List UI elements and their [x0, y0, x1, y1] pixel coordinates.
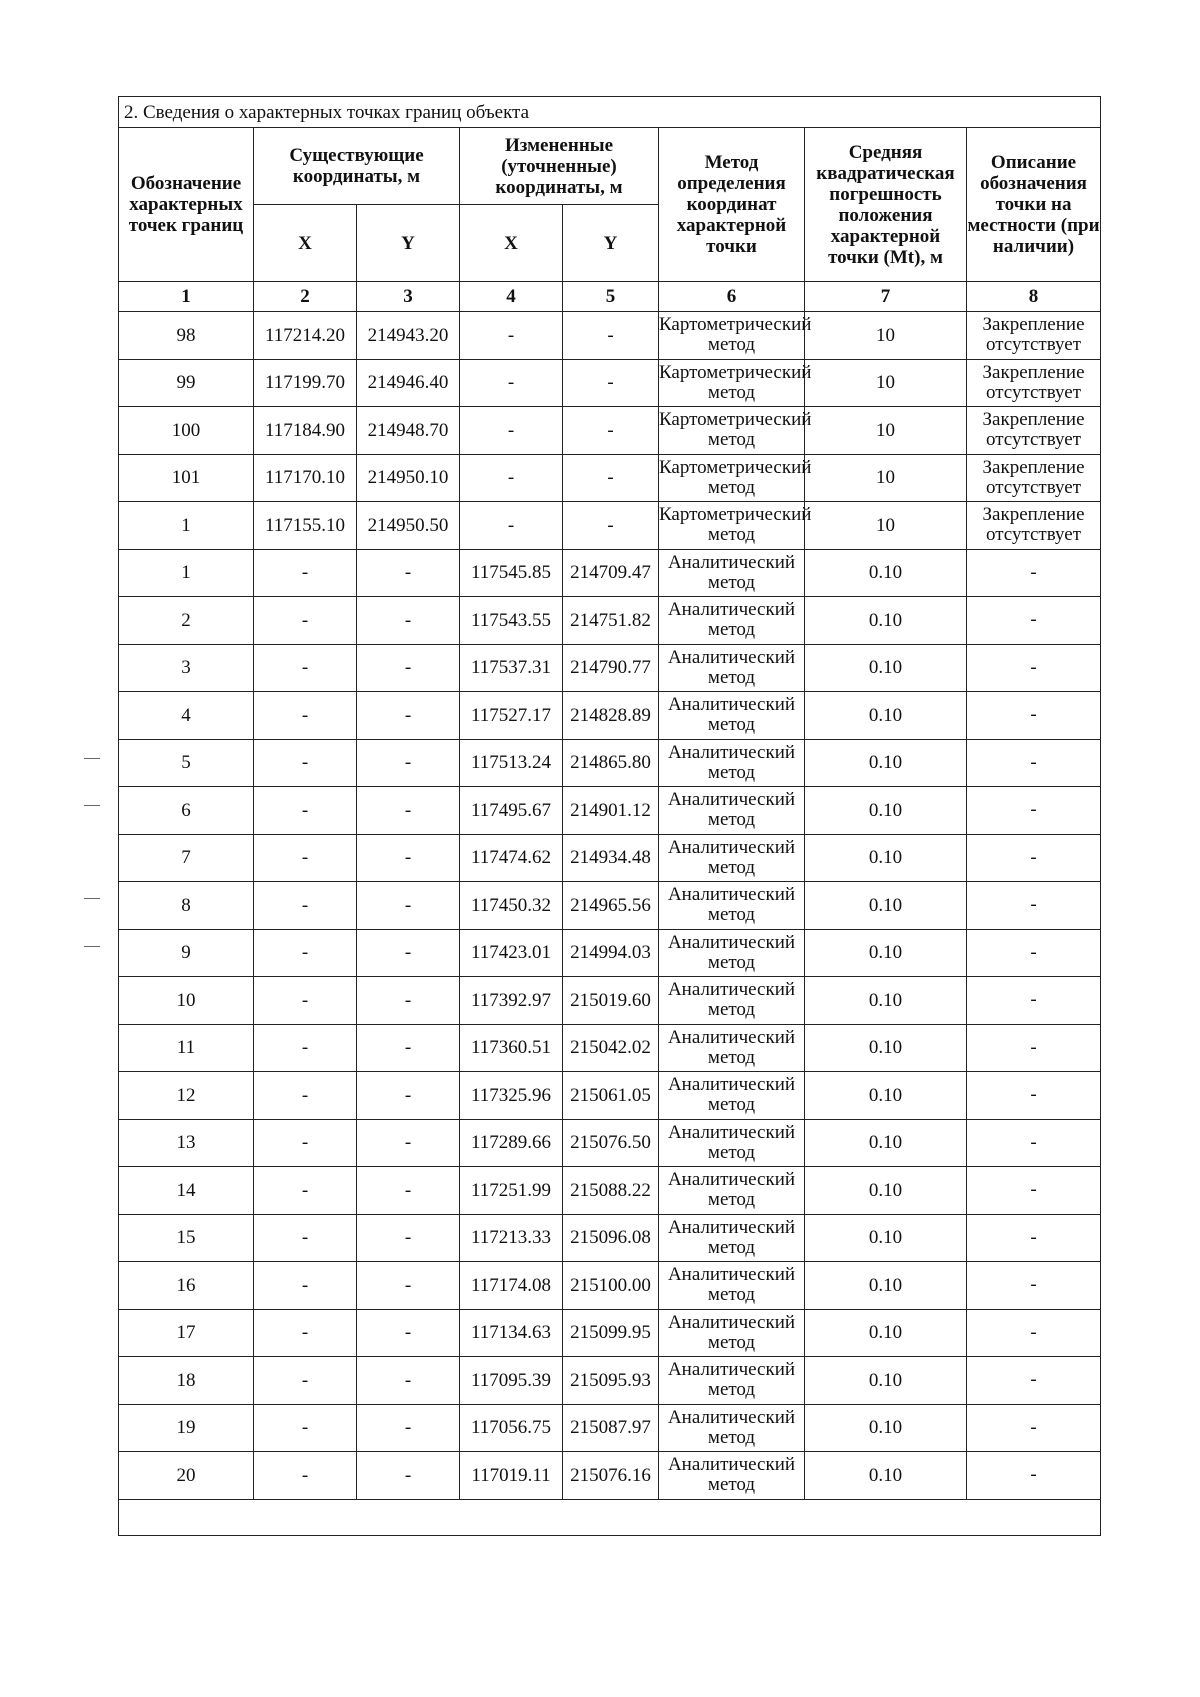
cell-error: 0.10 [805, 1357, 967, 1405]
cell-description: - [967, 692, 1101, 740]
cell-changed-y: 215076.16 [563, 1452, 659, 1500]
cell-error: 0.10 [805, 549, 967, 597]
cell-method: Картометрический метод [659, 502, 805, 550]
header-changed-x: X [460, 205, 563, 282]
cell-existing-y: - [357, 929, 460, 977]
cell-changed-y: 214790.77 [563, 644, 659, 692]
cell-existing-y: 214948.70 [357, 407, 460, 455]
cell-error: 0.10 [805, 882, 967, 930]
table-row [119, 834, 1101, 882]
column-number: 6 [659, 282, 805, 312]
cell-method: Аналитический метод [659, 929, 805, 977]
cell-error: 0.10 [805, 1214, 967, 1262]
cell-changed-x: 117392.97 [460, 977, 563, 1025]
cell-error: 10 [805, 312, 967, 360]
cell-changed-x: 117289.66 [460, 1119, 563, 1167]
cell-point: 3 [119, 644, 254, 692]
cell-point: 4 [119, 692, 254, 740]
table-footer-row [119, 1499, 1101, 1535]
cell-method: Картометрический метод [659, 407, 805, 455]
cell-existing-x: - [254, 1024, 357, 1072]
cell-changed-x: 117527.17 [460, 692, 563, 740]
cell-description: - [967, 1072, 1101, 1120]
cell-changed-x: - [460, 359, 563, 407]
cell-changed-x: 117360.51 [460, 1024, 563, 1072]
cell-method: Аналитический метод [659, 549, 805, 597]
table-row [119, 882, 1101, 930]
scan-mark [84, 758, 100, 759]
table-row [119, 1309, 1101, 1357]
cell-changed-x: 117019.11 [460, 1452, 563, 1500]
cell-description: Закрепление отсутствует [967, 454, 1101, 502]
cell-existing-x: - [254, 1119, 357, 1167]
cell-method: Аналитический метод [659, 1167, 805, 1215]
cell-changed-y: 215095.93 [563, 1357, 659, 1405]
cell-method: Аналитический метод [659, 1262, 805, 1310]
cell-method: Аналитический метод [659, 1404, 805, 1452]
cell-error: 0.10 [805, 929, 967, 977]
cell-existing-y: - [357, 1452, 460, 1500]
cell-existing-x: - [254, 882, 357, 930]
cell-error: 0.10 [805, 1167, 967, 1215]
cell-changed-y: - [563, 502, 659, 550]
cell-existing-y: - [357, 1404, 460, 1452]
cell-point: 1 [119, 502, 254, 550]
cell-point: 5 [119, 739, 254, 787]
cell-point: 11 [119, 1024, 254, 1072]
cell-existing-y: - [357, 1357, 460, 1405]
table-row [119, 454, 1101, 502]
column-number: 8 [967, 282, 1101, 312]
cell-method: Аналитический метод [659, 882, 805, 930]
empty-footer-cell [119, 1499, 1101, 1535]
cell-error: 10 [805, 502, 967, 550]
cell-point: 9 [119, 929, 254, 977]
cell-changed-x: 117545.85 [460, 549, 563, 597]
cell-existing-x: - [254, 1309, 357, 1357]
cell-existing-x: - [254, 644, 357, 692]
column-number: 3 [357, 282, 460, 312]
cell-changed-x: 117423.01 [460, 929, 563, 977]
cell-existing-x: - [254, 929, 357, 977]
header-changed-y: Y [563, 205, 659, 282]
cell-point: 13 [119, 1119, 254, 1167]
cell-changed-x: - [460, 454, 563, 502]
cell-description: Закрепление отсутствует [967, 359, 1101, 407]
header-error: Средняя квадратическая погрешность положения характерной точки (Mt), м [805, 128, 967, 282]
cell-existing-x: - [254, 692, 357, 740]
cell-changed-y: 214934.48 [563, 834, 659, 882]
cell-description: - [967, 549, 1101, 597]
cell-existing-x: 117155.10 [254, 502, 357, 550]
table-row [119, 787, 1101, 835]
cell-existing-x: - [254, 977, 357, 1025]
table-row [119, 1167, 1101, 1215]
cell-point: 1 [119, 549, 254, 597]
cell-description: - [967, 1452, 1101, 1500]
cell-changed-y: 215096.08 [563, 1214, 659, 1262]
cell-description: Закрепление отсутствует [967, 312, 1101, 360]
cell-existing-y: - [357, 739, 460, 787]
cell-method: Аналитический метод [659, 644, 805, 692]
table-row [119, 1072, 1101, 1120]
column-number: 5 [563, 282, 659, 312]
cell-description: - [967, 929, 1101, 977]
table-row [119, 929, 1101, 977]
cell-changed-y: 214709.47 [563, 549, 659, 597]
cell-changed-x: 117134.63 [460, 1309, 563, 1357]
cell-method: Аналитический метод [659, 977, 805, 1025]
column-number: 4 [460, 282, 563, 312]
cell-changed-x: - [460, 502, 563, 550]
cell-existing-x: - [254, 549, 357, 597]
cell-description: - [967, 1167, 1101, 1215]
cell-error: 0.10 [805, 1119, 967, 1167]
cell-method: Аналитический метод [659, 787, 805, 835]
cell-existing-y: - [357, 1262, 460, 1310]
cell-error: 0.10 [805, 1024, 967, 1072]
cell-existing-y: - [357, 1214, 460, 1262]
cell-point: 8 [119, 882, 254, 930]
cell-method: Картометрический метод [659, 359, 805, 407]
cell-changed-y: - [563, 359, 659, 407]
cell-error: 0.10 [805, 1452, 967, 1500]
cell-error: 0.10 [805, 977, 967, 1025]
cell-changed-y: 214751.82 [563, 597, 659, 645]
cell-method: Аналитический метод [659, 1357, 805, 1405]
cell-changed-y: - [563, 312, 659, 360]
cell-existing-x: - [254, 1072, 357, 1120]
cell-point: 14 [119, 1167, 254, 1215]
cell-existing-x: - [254, 739, 357, 787]
cell-method: Аналитический метод [659, 1214, 805, 1262]
cell-existing-y: 214950.50 [357, 502, 460, 550]
cell-changed-y: - [563, 407, 659, 455]
header-existing-coords: Существующие координаты, м [254, 128, 460, 205]
cell-description: - [967, 1214, 1101, 1262]
table-row [119, 597, 1101, 645]
header-changed-coords: Измененные (уточненные) координаты, м [460, 128, 659, 205]
cell-error: 0.10 [805, 1309, 967, 1357]
table-row [119, 359, 1101, 407]
cell-description: - [967, 1357, 1101, 1405]
cell-existing-y: - [357, 1309, 460, 1357]
cell-existing-y: - [357, 1072, 460, 1120]
cell-changed-x: 117251.99 [460, 1167, 563, 1215]
table-row [119, 1357, 1101, 1405]
cell-point: 19 [119, 1404, 254, 1452]
cell-changed-y: 215087.97 [563, 1404, 659, 1452]
cell-error: 10 [805, 454, 967, 502]
cell-point: 20 [119, 1452, 254, 1500]
document-sheet [118, 96, 1100, 1536]
table-row [119, 549, 1101, 597]
cell-description: - [967, 1119, 1101, 1167]
cell-existing-x: - [254, 1452, 357, 1500]
cell-existing-y: - [357, 597, 460, 645]
cell-method: Аналитический метод [659, 1309, 805, 1357]
cell-existing-x: - [254, 787, 357, 835]
cell-method: Аналитический метод [659, 1119, 805, 1167]
column-number: 1 [119, 282, 254, 312]
cell-existing-x: 117199.70 [254, 359, 357, 407]
cell-description: - [967, 977, 1101, 1025]
cell-changed-x: 117495.67 [460, 787, 563, 835]
cell-existing-x: 117170.10 [254, 454, 357, 502]
cell-method: Картометрический метод [659, 312, 805, 360]
cell-point: 2 [119, 597, 254, 645]
scan-mark [84, 898, 100, 899]
cell-changed-y: 215100.00 [563, 1262, 659, 1310]
table-row [119, 1262, 1101, 1310]
scan-mark [84, 946, 100, 947]
cell-method: Картометрический метод [659, 454, 805, 502]
cell-point: 15 [119, 1214, 254, 1262]
cell-error: 0.10 [805, 1262, 967, 1310]
boundary-points-table [118, 96, 1101, 1536]
cell-method: Аналитический метод [659, 1072, 805, 1120]
cell-description: - [967, 834, 1101, 882]
cell-description: - [967, 882, 1101, 930]
table-row [119, 1024, 1101, 1072]
cell-description: Закрепление отсутствует [967, 502, 1101, 550]
cell-error: 0.10 [805, 1404, 967, 1452]
cell-existing-x: - [254, 1357, 357, 1405]
cell-error: 0.10 [805, 644, 967, 692]
cell-description: - [967, 1309, 1101, 1357]
cell-description: - [967, 739, 1101, 787]
cell-error: 0.10 [805, 1072, 967, 1120]
cell-changed-x: 117213.33 [460, 1214, 563, 1262]
cell-existing-y: 214943.20 [357, 312, 460, 360]
cell-changed-y: 215019.60 [563, 977, 659, 1025]
cell-changed-y: 214865.80 [563, 739, 659, 787]
table-row [119, 1404, 1101, 1452]
cell-method: Аналитический метод [659, 834, 805, 882]
cell-error: 10 [805, 407, 967, 455]
cell-changed-x: 117513.24 [460, 739, 563, 787]
cell-point: 16 [119, 1262, 254, 1310]
cell-point: 98 [119, 312, 254, 360]
cell-changed-x: - [460, 312, 563, 360]
cell-point: 100 [119, 407, 254, 455]
table-caption: 2. Сведения о характерных точках границ объекта [119, 97, 1101, 128]
cell-point: 10 [119, 977, 254, 1025]
cell-changed-x: 117174.08 [460, 1262, 563, 1310]
cell-changed-y: 215088.22 [563, 1167, 659, 1215]
cell-existing-x: - [254, 834, 357, 882]
cell-error: 0.10 [805, 787, 967, 835]
table-row [119, 644, 1101, 692]
cell-point: 6 [119, 787, 254, 835]
table-row [119, 739, 1101, 787]
cell-changed-y: 215076.50 [563, 1119, 659, 1167]
cell-method: Аналитический метод [659, 1024, 805, 1072]
cell-existing-x: - [254, 597, 357, 645]
cell-changed-x: 117543.55 [460, 597, 563, 645]
cell-description: - [967, 1024, 1101, 1072]
column-number: 7 [805, 282, 967, 312]
cell-description: - [967, 597, 1101, 645]
cell-point: 18 [119, 1357, 254, 1405]
cell-existing-y: - [357, 1024, 460, 1072]
header-designation: Обозначение характерных точек границ [119, 128, 254, 282]
cell-existing-y: - [357, 977, 460, 1025]
table-row [119, 1214, 1101, 1262]
cell-method: Аналитический метод [659, 692, 805, 740]
cell-existing-x: 117214.20 [254, 312, 357, 360]
cell-existing-y: 214950.10 [357, 454, 460, 502]
cell-error: 0.10 [805, 597, 967, 645]
cell-changed-x: 117450.32 [460, 882, 563, 930]
cell-description: - [967, 787, 1101, 835]
cell-changed-x: 117095.39 [460, 1357, 563, 1405]
cell-method: Аналитический метод [659, 739, 805, 787]
table-row [119, 1452, 1101, 1500]
cell-existing-x: - [254, 1404, 357, 1452]
cell-existing-x: 117184.90 [254, 407, 357, 455]
header-existing-x: X [254, 205, 357, 282]
cell-point: 101 [119, 454, 254, 502]
cell-changed-y: 215042.02 [563, 1024, 659, 1072]
cell-changed-x: 117537.31 [460, 644, 563, 692]
table-row [119, 977, 1101, 1025]
cell-point: 7 [119, 834, 254, 882]
cell-existing-y: - [357, 1167, 460, 1215]
cell-changed-y: 214994.03 [563, 929, 659, 977]
cell-changed-y: - [563, 454, 659, 502]
header-method: Метод определения координат характерной точки [659, 128, 805, 282]
cell-description: Закрепление отсутствует [967, 407, 1101, 455]
cell-existing-y: - [357, 549, 460, 597]
cell-point: 17 [119, 1309, 254, 1357]
cell-existing-x: - [254, 1167, 357, 1215]
cell-error: 0.10 [805, 692, 967, 740]
cell-description: - [967, 1262, 1101, 1310]
header-existing-y: Y [357, 205, 460, 282]
cell-point: 12 [119, 1072, 254, 1120]
cell-changed-y: 215061.05 [563, 1072, 659, 1120]
cell-existing-y: - [357, 882, 460, 930]
cell-description: - [967, 644, 1101, 692]
cell-changed-x: - [460, 407, 563, 455]
cell-changed-x: 117056.75 [460, 1404, 563, 1452]
cell-point: 99 [119, 359, 254, 407]
cell-existing-y: - [357, 1119, 460, 1167]
cell-error: 10 [805, 359, 967, 407]
cell-error: 0.10 [805, 834, 967, 882]
cell-description: - [967, 1404, 1101, 1452]
table-row [119, 312, 1101, 360]
table-row [119, 1119, 1101, 1167]
column-number: 2 [254, 282, 357, 312]
header-description: Описание обозначения точки на местности (при наличии) [967, 128, 1101, 282]
cell-existing-y: - [357, 644, 460, 692]
column-number-row [119, 282, 1101, 312]
cell-existing-x: - [254, 1262, 357, 1310]
cell-changed-x: 117474.62 [460, 834, 563, 882]
cell-changed-x: 117325.96 [460, 1072, 563, 1120]
cell-existing-y: - [357, 692, 460, 740]
cell-changed-y: 214901.12 [563, 787, 659, 835]
cell-changed-y: 214965.56 [563, 882, 659, 930]
cell-error: 0.10 [805, 739, 967, 787]
table-row [119, 407, 1101, 455]
table-body [119, 312, 1101, 1500]
table-row [119, 502, 1101, 550]
cell-method: Аналитический метод [659, 1452, 805, 1500]
cell-changed-y: 215099.95 [563, 1309, 659, 1357]
table-row [119, 692, 1101, 740]
cell-existing-y: - [357, 787, 460, 835]
cell-method: Аналитический метод [659, 597, 805, 645]
cell-changed-y: 214828.89 [563, 692, 659, 740]
cell-existing-y: - [357, 834, 460, 882]
scan-mark [84, 805, 100, 806]
cell-existing-x: - [254, 1214, 357, 1262]
cell-existing-y: 214946.40 [357, 359, 460, 407]
